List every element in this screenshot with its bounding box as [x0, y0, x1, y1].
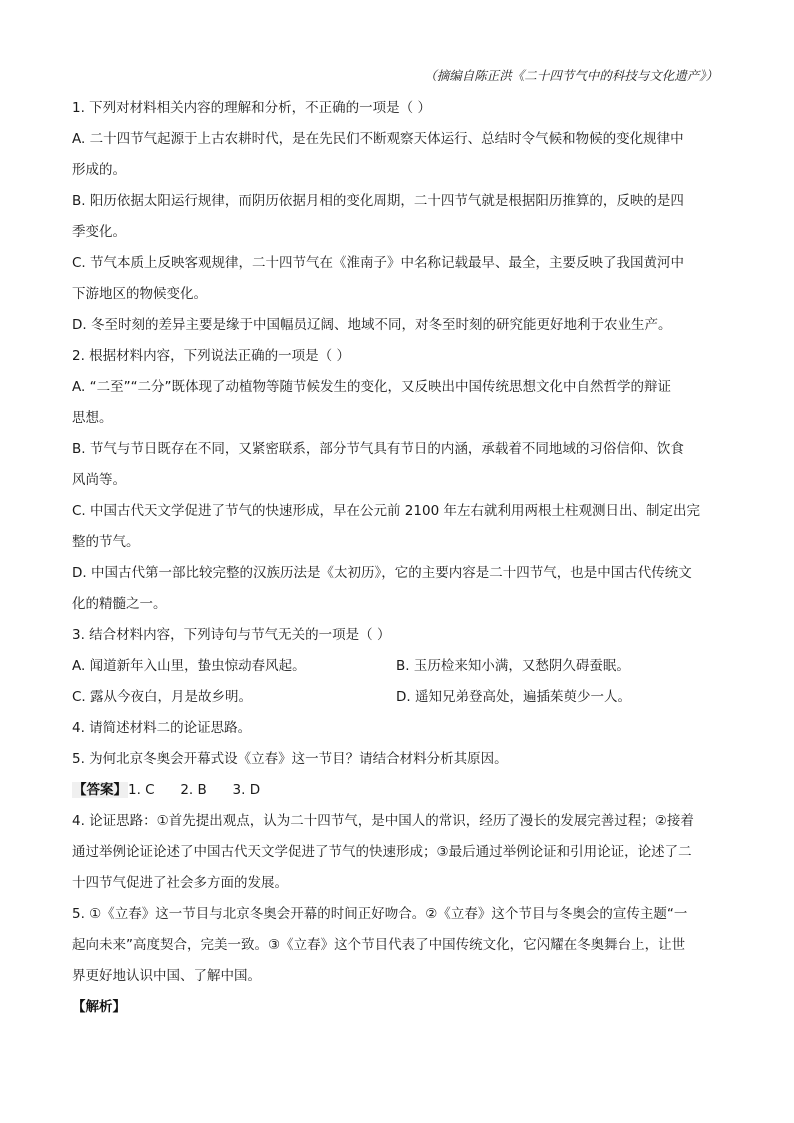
q2-option-b-line1: B. 节气与节日既存在不同，又紧密联系，部分节气具有节日的内涵，承载着不同地域的习俗信仰、饮食 [72, 441, 684, 457]
answer-q4-line1: 4. 论证思路：①首先提出观点，认为二十四节气，是中国人的常识，经历了漫长的发展完善过程；②接着 [72, 813, 694, 829]
q2-option-d-line2: 化的精髓之一。 [72, 596, 167, 612]
q3-options-row-2 [72, 687, 724, 718]
answer-q4-line3: 十四节气促进了社会多方面的发展。 [72, 875, 288, 891]
q3-option-a: A. 闻道新年入山里，蛰虫惊动春风起。 [72, 658, 306, 674]
q3-options-row-1 [72, 656, 724, 687]
q1-option-c-line1: C. 节气本质上反映客观规律，二十四节气在《淮南子》中名称记载最早、最全，主要反映了我国黄河中 [72, 255, 685, 271]
q3-stem: 3. 结合材料内容，下列诗句与节气无关的一项是（ ） [72, 627, 391, 643]
q2-option-b-line2: 风尚等。 [72, 472, 126, 488]
answer-tag: 【答案】 [73, 782, 127, 798]
q4-stem: 4. 请简述材料二的论证思路。 [72, 720, 252, 736]
q2-option-d-line1: D. 中国古代第一部比较完整的汉族历法是《太初历》，它的主要内容是二十四节气，也是中国古代传统文 [72, 565, 692, 581]
answer-q5-line3: 界更好地认识中国、了解中国。 [72, 968, 261, 984]
q1-option-c-line2: 下游地区的物候变化。 [72, 286, 207, 302]
q2-stem: 2. 根据材料内容，下列说法正确的一项是（ ） [72, 348, 350, 364]
q1-stem: 1. 下列对材料相关内容的理解和分析，不正确的一项是（ ） [72, 100, 431, 116]
q1-option-b-line1: B. 阳历依据太阳运行规律，而阴历依据月相的变化周期，二十四节气就是根据阳历推算的，反映的是四 [72, 193, 684, 209]
answer-summary [72, 780, 724, 811]
q5-stem: 5. 为何北京冬奥会开幕式设《立春》这一节目？请结合材料分析其原因。 [72, 751, 508, 767]
q2-option-a-line1: A. “二至”“二分”既体现了动植物等随节候发生的变化，又反映出中国传统思想文化中自然哲学的辩证 [72, 379, 672, 395]
q3-option-d: D. 遥知兄弟登高处，遍插茱萸少一人。 [396, 689, 631, 705]
q1-option-a-line2: 形成的。 [72, 162, 126, 178]
answer-q4-line2: 通过举例论证论述了中国古代天文学促进了节气的快速形成；③最后通过举例论证和引用论证，论述了二 [72, 844, 692, 860]
q2-option-c-line1: C. 中国古代天文学促进了节气的快速形成，早在公元前 2100 年左右就利用两根土柱观测日出、制定出完 [72, 503, 700, 519]
q2-option-a-line2: 思想。 [72, 410, 113, 426]
q1-option-b-line2: 季变化。 [72, 224, 126, 240]
q3-option-c: C. 露从今夜白，月是故乡明。 [72, 689, 253, 705]
answer-choices: 1. C 2. B 3. D [128, 782, 261, 798]
source-citation: （摘编自陈正洪《二十四节气中的科技与文化遗产》） [424, 68, 718, 83]
answer-q5-line1: 5. ①《立春》这一节目与北京冬奥会开幕的时间正好吻合。②《立春》这个节目与冬奥会的宣传主题“一 [72, 906, 688, 922]
analysis-tag: 【解析】 [72, 999, 126, 1015]
q1-option-a-line1: A. 二十四节气起源于上古农耕时代，是在先民们不断观察天体运行、总结时令气候和物候的变化规律中 [72, 131, 684, 147]
q1-option-d: D. 冬至时刻的差异主要是缘于中国幅员辽阔、地域不同，对冬至时刻的研究能更好地利于农业生产。 [72, 317, 672, 333]
q2-option-c-line2: 整的节气。 [72, 534, 140, 550]
analysis-heading [72, 997, 724, 1028]
q3-option-b: B. 玉历检来知小满，又愁阴久碍蚕眠。 [396, 658, 630, 674]
question-content [72, 98, 724, 1028]
answer-q5-line2: 起向未来”高度契合，完美一致。③《立春》这个节目代表了中国传统文化，它闪耀在冬奥舞台上，让世 [72, 937, 686, 953]
